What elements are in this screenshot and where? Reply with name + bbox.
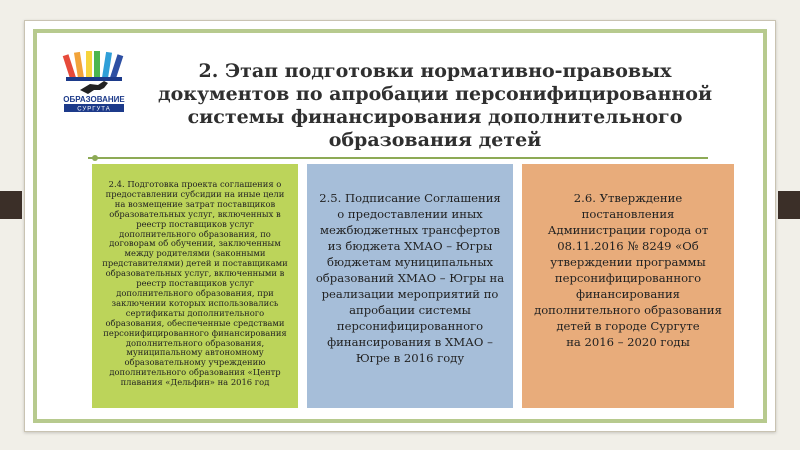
divider-dot <box>92 155 98 161</box>
logo-books-icon <box>63 51 124 81</box>
left-side-bar <box>0 191 22 219</box>
card-step-2-6 <box>522 164 734 408</box>
card-step-2-5-text: 2.5. Подписание Соглашения о предоставлении иных межбюджетных трансфертов из бюджета ХМАО – Югры бюджетам муниципальных образований ХМАО – Югры на реализации мероприятий по апробации системы персонифицированного финансирования в ХМАО – Югре в 2016 году <box>315 191 505 365</box>
logo-text: ОБРАЗОВАНИЕ <box>63 95 125 104</box>
right-side-bar <box>778 191 800 219</box>
logo-horse-icon <box>80 81 108 94</box>
card-step-2-5 <box>307 164 513 408</box>
title-divider <box>88 157 708 159</box>
logo <box>60 50 128 114</box>
logo-subtext: СУРГУТА <box>77 106 111 113</box>
card-step-2-4 <box>92 164 298 408</box>
card-step-2-4-text: 2.4. Подготовка проекта соглашения о предоставлении субсидии на иные цели на возмещение затрат поставщиков образовательных услуг, включенных в реестр поставщиков услуг дополнительного образования, по договорам об обучении, заключенным между родителями (законными представителями) детей и поставщиками образовательных услуг, включенными в реестр поставщиков услуг дополнительного образования, при заключении которых использовались сертификаты дополнительного образования, обеспеченные средствами персонифицированного финансирования дополнительного образования, муниципальному автономному образовательному учреждению дополнительного образования «Центр плавания «Дельфин» на 2016 год <box>102 179 288 388</box>
card-step-2-6-text: 2.6. Утверждение постановления Администрации города от 08.11.2016 № 8249 «Об утверждении программы персонифицированного финансирования дополнительного образования детей в городе Сургуте на 2016 – 2020 годы <box>534 191 722 349</box>
slide-title: 2. Этап подготовки нормативно-правовых документов по апробации персонифицированной системы финансирования дополнительного образования детей <box>157 60 713 151</box>
